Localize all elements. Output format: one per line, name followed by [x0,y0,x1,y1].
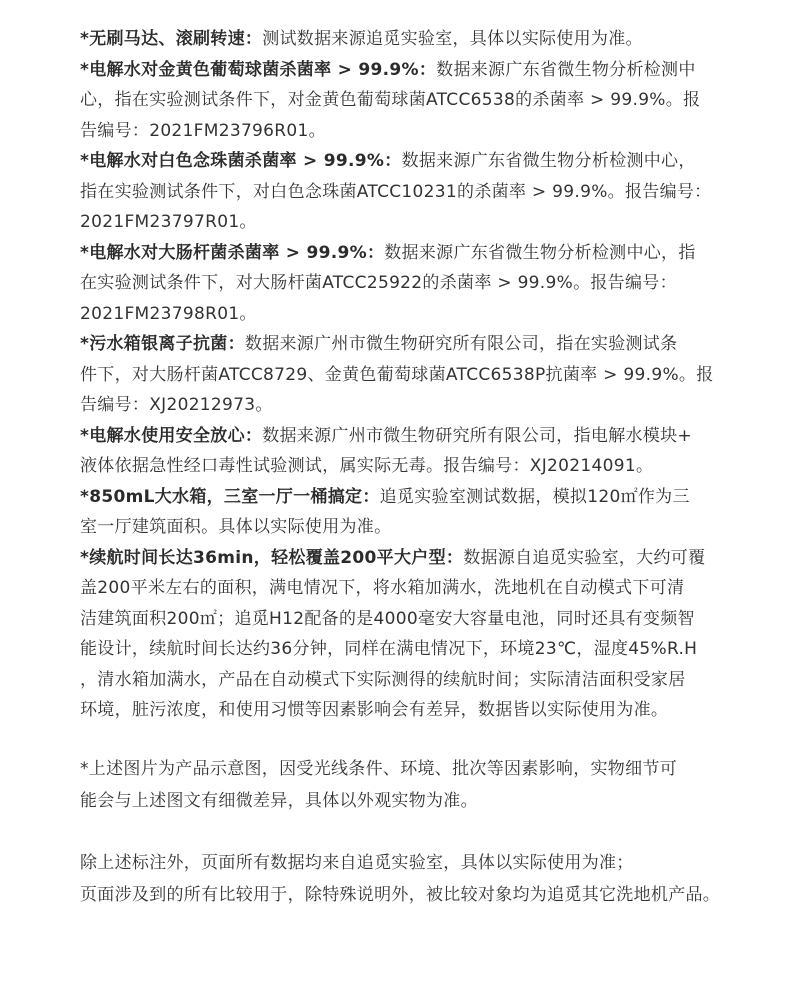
note-lead: *电解水对白色念珠菌杀菌率 > 99.9%： [80,151,402,171]
note-text: 数据来源广东省微生物分析检测中 心，指在实验测试条件下，对金黄色葡萄球菌ATCC6538的杀菌率 > 99.9%。报 告编号：2021FM23796R01。 [80,59,701,141]
note-text: 数据来源广东省微生物分析检测中心， 指在实验测试条件下，对白色念珠菌ATCC10231的杀菌率 > 99.9%。报告编号： 2021FM23797R01。 [80,151,712,232]
note-lead: *电解水对金黄色葡萄球菌杀菌率 > 99.9%： [80,59,437,80]
note-text: 测试数据来源追觅实验室，具体以实际使用为准。 [262,29,643,49]
image-disclaimer: *上述图片为产品示意图，因受光线条件、环境、批次等因素影响，实物细节可 能会与上述图文有细微差异，具体以外观实物为准。 [80,758,677,811]
note-safety [80,421,730,482]
footer-notes: 除上述标注外，页面所有数据均来自追觅实验室，具体以实际使用为准； 页面涉及到的所有比较用于，除特殊说明外，被比较对象均为追觅其它洗地机产品。 [80,852,721,905]
note-battery-life [80,543,730,726]
note-lead: *850mL大水箱，三室一厅一桶搞定： [80,486,380,507]
note-text: 数据源自追觅实验室，大约可覆 盖200平米左右的面积，满电情况下，将水箱加满水，洗地机在自动模式下可清 洁建筑面积200㎡；追觅H12配备的是4000毫安大容量电池，同时还具有变频智 能设计，续航时间长达约36分钟，同样在满电情况下，环境23℃，湿度45%R.H ，清水箱加满水，产品在自动模式下实际测得的续航时间；实际清洁面积受家居 环境，脏污浓度，和使用习惯等因素影响会有差异，数据皆以实际使用为准。 [80,547,706,720]
note-text: 数据来源广州市微生物研究所有限公司，指在实验测试条 件下，对大肠杆菌ATCC8729、金黄色葡萄球菌ATCC6538P抗菌率 > 99.9%。报 告编号：XJ20212973。 [80,334,714,415]
note-lead: *污水箱银离子抗菌： [80,334,245,354]
note-staph-aureus [80,55,730,147]
note-water-tank [80,482,730,543]
section-spacer [80,817,730,847]
note-text: 数据来源广州市微生物研究所有限公司，指电解水模块+ 液体依据急性经口毒性试验测试，属实际无毒。报告编号：XJ20214091。 [80,425,692,476]
section-spacer [80,726,730,753]
note-e-coli [80,238,730,330]
note-lead: *无刷马达、滚刷转速： [80,29,263,49]
note-lead: *电解水使用安全放心： [80,425,263,446]
note-text: 数据来源广东省微生物分析检测中心，指 在实验测试条件下，对大肠杆菌ATCC25922的杀菌率 > 99.9%。报告编号： 2021FM23798R01。 [80,242,696,324]
note-motor-speed [80,24,730,55]
note-text: 追觅实验室测试数据，模拟120㎡作为三 室一厅建筑面积。具体以实际使用为准。 [80,486,690,537]
note-lead: *续航时间长达36min，轻松覆盖200平大户型： [80,547,464,568]
note-candida [80,146,730,238]
note-silver-ion [80,329,730,421]
note-lead: *电解水对大肠杆菌杀菌率 > 99.9%： [80,242,385,263]
